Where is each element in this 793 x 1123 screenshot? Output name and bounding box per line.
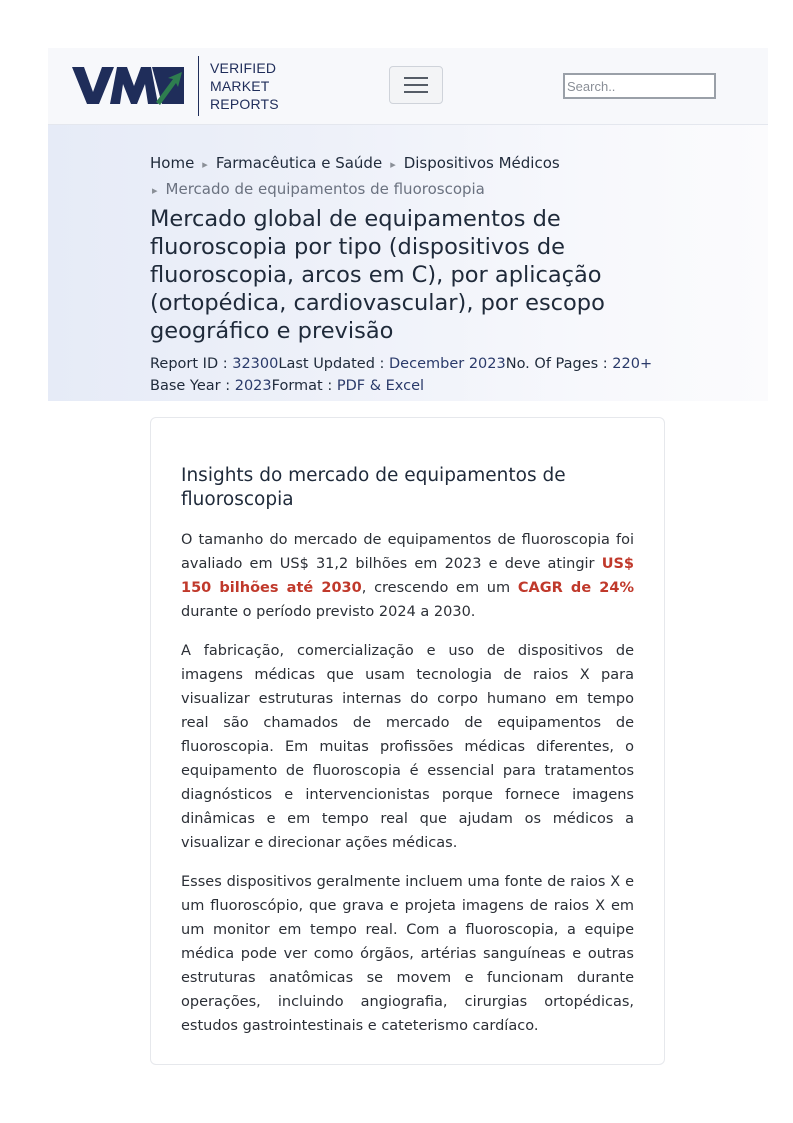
vmr-logo-mark [72, 64, 187, 108]
logo-line-verified: VERIFIED [210, 60, 277, 76]
insights-paragraph-1: O tamanho do mercado de equipamentos de fluoroscopia foi avaliado em US$ 31,2 bilhões em 2023 e deve atingir US$ 150 bilhões até 2030, crescendo em um CAGR de 24% durante o período previsto 2024 a 2030. [181, 532, 635, 620]
logo-line-reports: REPORTS [210, 96, 279, 112]
chevron-right-icon: ▸ [202, 158, 208, 171]
hamburger-menu-button[interactable] [389, 66, 443, 104]
logo-line-market: MARKET [210, 78, 270, 94]
breadcrumb-home[interactable]: Home [150, 154, 195, 172]
cagr-highlight: CAGR de 24% [517, 580, 635, 596]
breadcrumb [150, 151, 610, 203]
report-title: Mercado global de equipamentos de fluoroscopia por tipo (dispositivos de fluoroscopia, arcos em C), por aplicação (ortopédica, cardiovascular), por escopo geográfico e previsão [150, 206, 605, 344]
breadcrumb-medical-devices[interactable]: Dispositivos Médicos [403, 154, 560, 172]
insights-paragraph-2: A fabricação, comercialização e uso de dispositivos de imagens médicas que usam tecnologia de raios X para visualizar estruturas internas do corpo humano em tempo real são chamados de mercado de equipamentos de fluoroscopia. Em muitas profissões médicas diferentes, o equipamento de fluoroscopia é essencial para tratamentos diagnósticos e intervencionistas porque fornece imagens dinâmicas e em tempo real que ajudam os médicos a visualizar e direcionar ações médicas. [181, 643, 634, 851]
format-value: PDF & Excel [336, 378, 425, 394]
insights-card [150, 417, 665, 1065]
search-input[interactable] [563, 73, 716, 99]
insights-heading: Insights do mercado de equipamentos de fluoroscopia [181, 465, 566, 510]
vmr-logo[interactable] [72, 56, 187, 116]
format-label: Format : [271, 378, 337, 394]
report-id-value: 32300 [232, 356, 279, 372]
base-year-value: 2023 [234, 378, 272, 394]
last-updated-label: Last Updated : [278, 356, 390, 372]
insights-paragraph-3: Esses dispositivos geralmente incluem uma fonte de raios X e um fluoroscópio, que grava e projeta imagens de raios X em um monitor em tempo real. Com a fluoroscopia, a equipe médica pode ver como órgãos, artérias sanguíneas e outras estruturas anatômicas se movem e funcionam durante operações, incluindo angiografia, cirurgias ortopédicas, estudos gastrointestinais e cateterismo cardíaco. [181, 874, 634, 1034]
chevron-right-icon: ▸ [152, 184, 158, 197]
insights-body [181, 528, 634, 1053]
site-header [48, 48, 768, 125]
base-year-label: Base Year : [150, 378, 235, 394]
logo-wordmark [210, 59, 279, 113]
report-meta [150, 353, 670, 397]
forecast-highlight: US$ 150 bilhões até 2030 [181, 556, 634, 596]
report-hero [48, 125, 768, 401]
breadcrumb-pharma-health[interactable]: Farmacêutica e Saúde [215, 154, 383, 172]
pages-value: 220+ [612, 356, 653, 372]
logo-divider [198, 56, 199, 116]
breadcrumb-current: Mercado de equipamentos de fluoroscopia [165, 180, 485, 198]
chevron-right-icon: ▸ [390, 158, 396, 171]
last-updated-value: December 2023 [389, 356, 506, 372]
report-id-label: Report ID : [150, 356, 233, 372]
pages-label: No. Of Pages : [505, 356, 613, 372]
hamburger-icon [404, 77, 428, 79]
